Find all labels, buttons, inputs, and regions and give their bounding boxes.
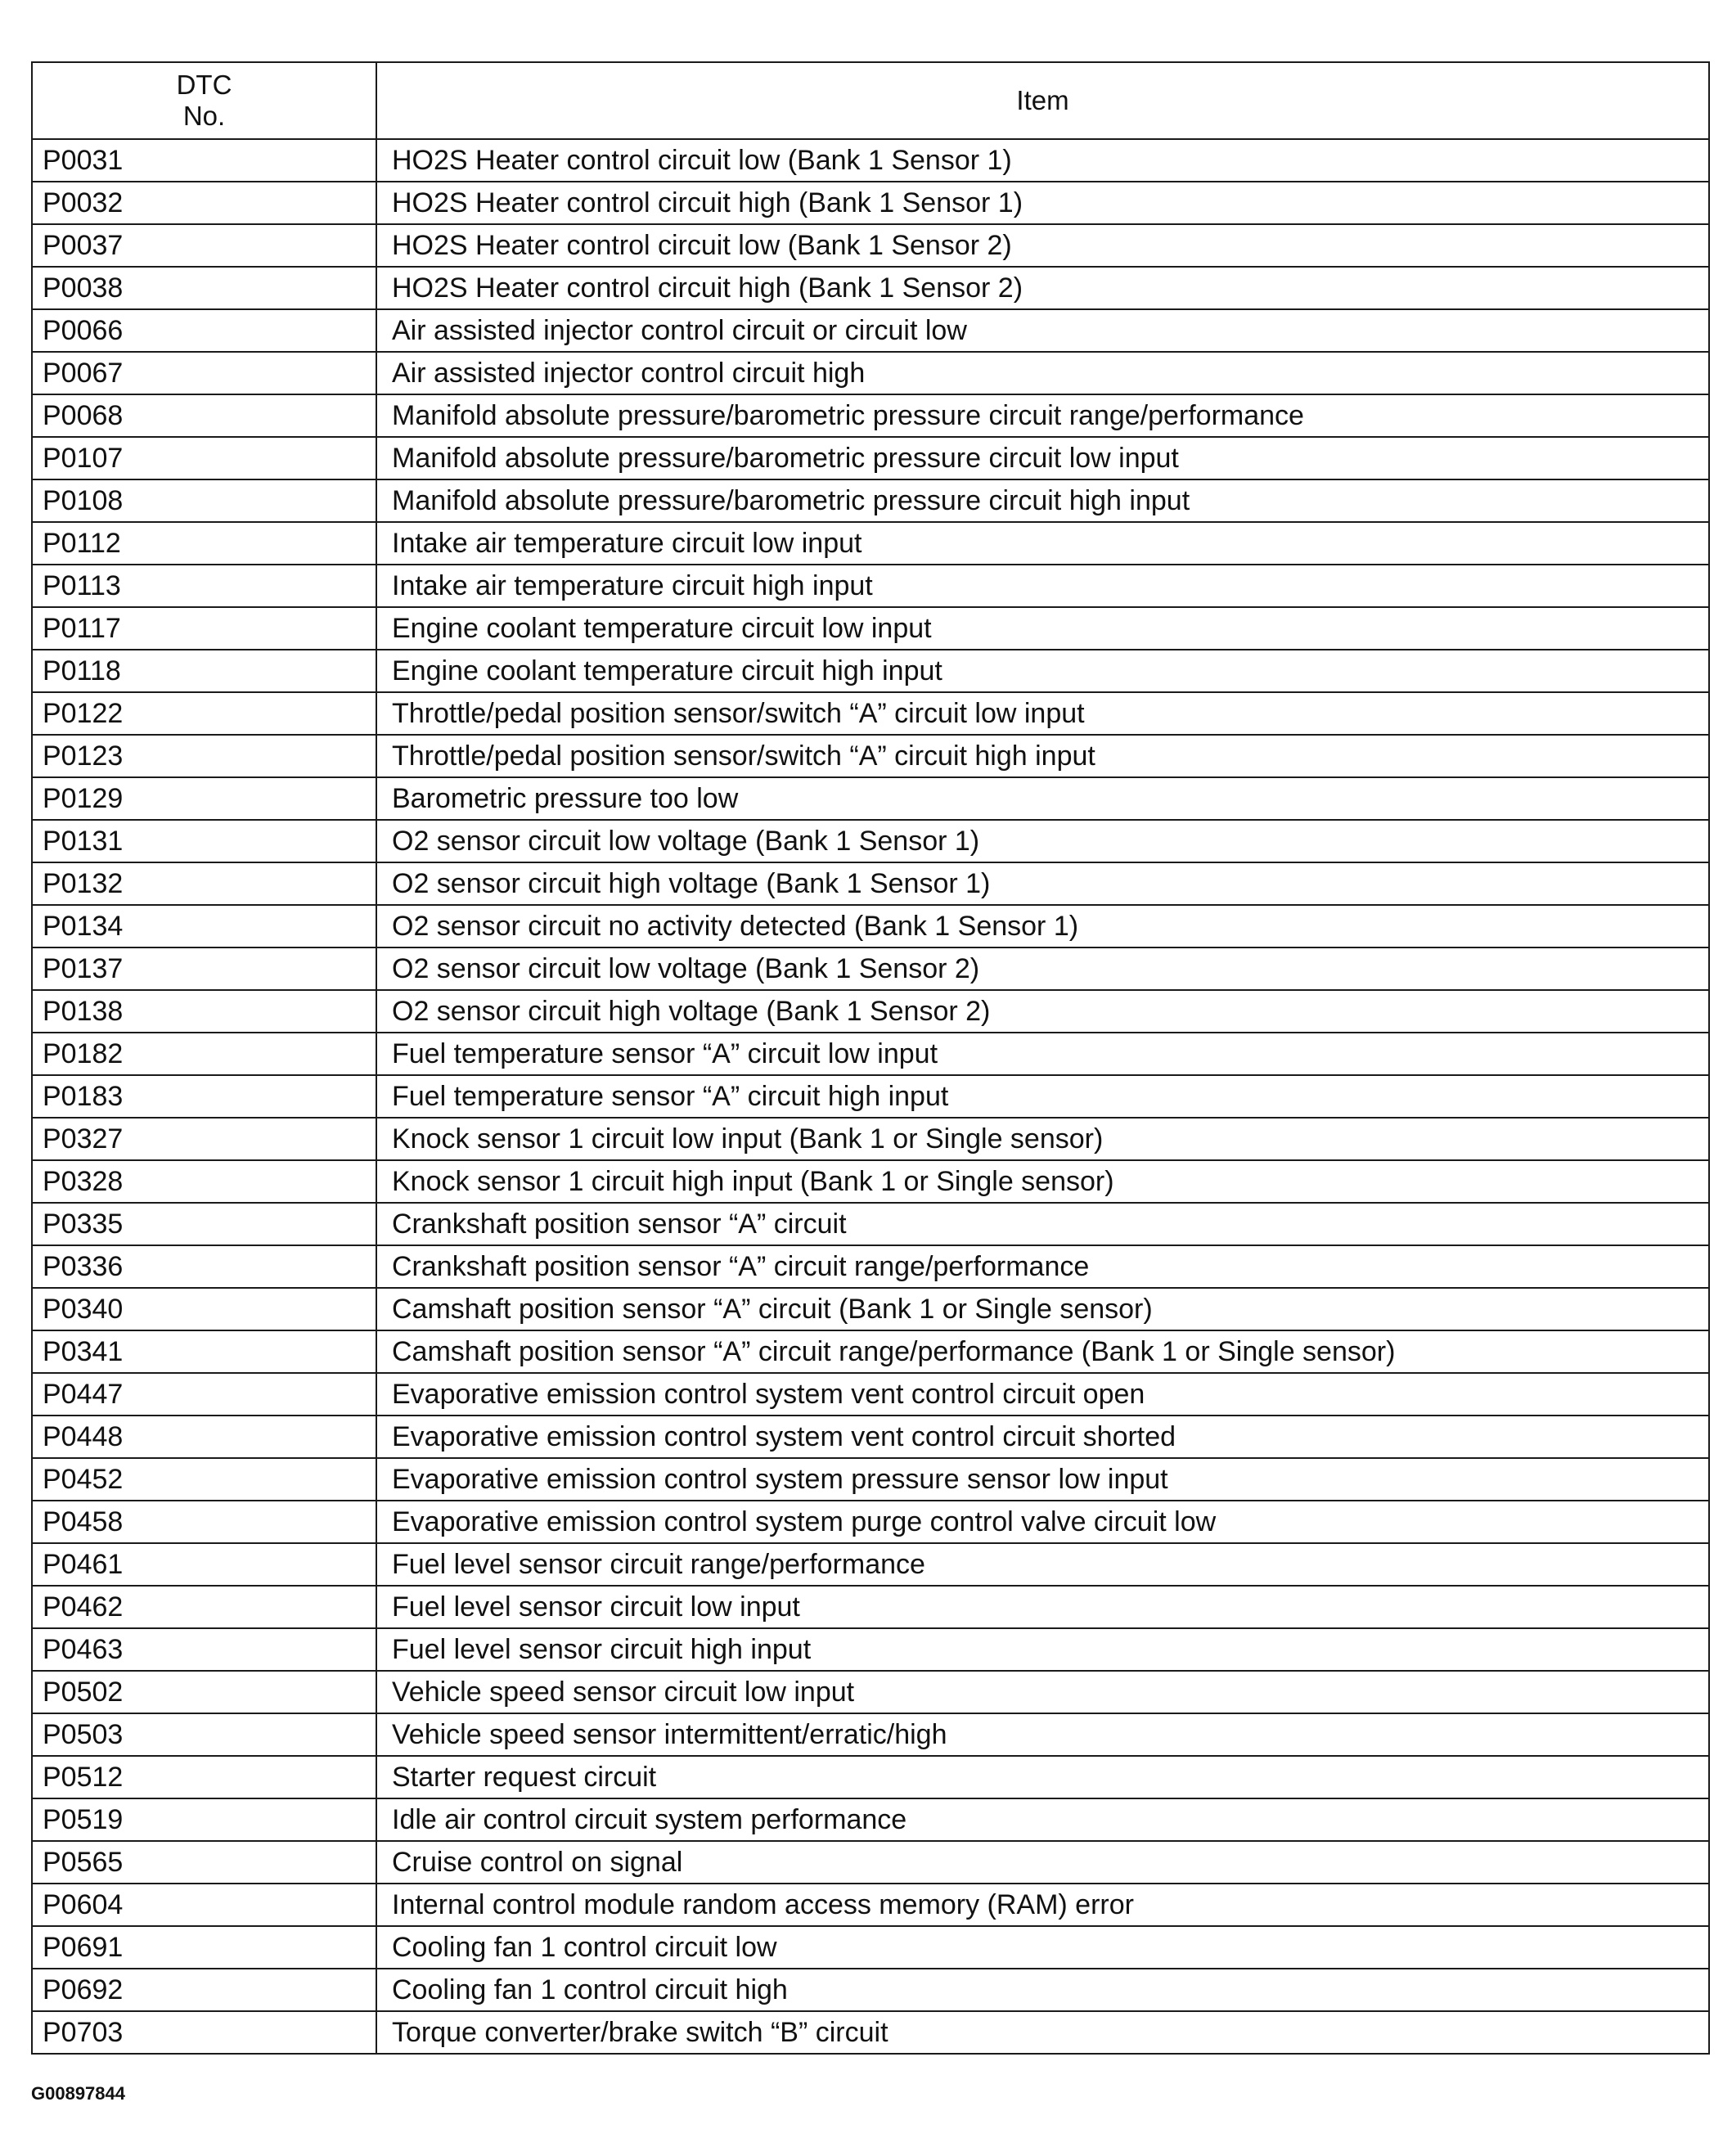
table-row — [32, 1416, 1709, 1458]
header-item: Item — [376, 62, 1709, 139]
dtc-code-cell: P0463 — [32, 1628, 376, 1671]
dtc-item-cell: Intake air temperature circuit high input — [376, 565, 1709, 607]
dtc-code-cell: P0032 — [32, 182, 376, 224]
dtc-code-cell: P0037 — [32, 224, 376, 267]
dtc-code-cell: P0328 — [32, 1160, 376, 1203]
dtc-item-cell: Vehicle speed sensor circuit low input — [376, 1671, 1709, 1713]
dtc-item-cell: O2 sensor circuit high voltage (Bank 1 Sensor 1) — [376, 862, 1709, 905]
dtc-item-cell: Evaporative emission control system vent control circuit shorted — [376, 1416, 1709, 1458]
dtc-item-cell: Evaporative emission control system purge control valve circuit low — [376, 1501, 1709, 1543]
dtc-code-cell: P0132 — [32, 862, 376, 905]
dtc-item-cell: Fuel temperature sensor “A” circuit high input — [376, 1075, 1709, 1118]
dtc-item-cell: Engine coolant temperature circuit high input — [376, 650, 1709, 692]
dtc-code-cell: P0031 — [32, 139, 376, 182]
table-row — [32, 1203, 1709, 1245]
dtc-item-cell: O2 sensor circuit no activity detected (Bank 1 Sensor 1) — [376, 905, 1709, 947]
table-row — [32, 437, 1709, 479]
dtc-code-cell: P0066 — [32, 309, 376, 352]
dtc-code-cell: P0447 — [32, 1373, 376, 1416]
dtc-code-cell: P0336 — [32, 1245, 376, 1288]
dtc-item-cell: Idle air control circuit system performance — [376, 1798, 1709, 1841]
table-row — [32, 820, 1709, 862]
header-dtc-no — [32, 62, 376, 139]
table-row — [32, 1288, 1709, 1330]
dtc-code-cell: P0692 — [32, 1969, 376, 2011]
dtc-item-cell: Fuel temperature sensor “A” circuit low input — [376, 1033, 1709, 1075]
table-row — [32, 990, 1709, 1033]
dtc-code-cell: P0502 — [32, 1671, 376, 1713]
dtc-code-cell: P0117 — [32, 607, 376, 650]
dtc-item-cell: Throttle/pedal position sensor/switch “A” circuit high input — [376, 735, 1709, 777]
dtc-code-cell: P0512 — [32, 1756, 376, 1798]
table-row — [32, 1373, 1709, 1416]
dtc-code-cell: P0448 — [32, 1416, 376, 1458]
table-row — [32, 182, 1709, 224]
dtc-item-cell: Camshaft position sensor “A” circuit range/performance (Bank 1 or Single sensor) — [376, 1330, 1709, 1373]
dtc-item-cell: Starter request circuit — [376, 1756, 1709, 1798]
dtc-item-cell: Air assisted injector control circuit high — [376, 352, 1709, 394]
dtc-item-cell: Crankshaft position sensor “A” circuit — [376, 1203, 1709, 1245]
table-row — [32, 1245, 1709, 1288]
dtc-code-cell: P0519 — [32, 1798, 376, 1841]
dtc-item-cell: Throttle/pedal position sensor/switch “A” circuit low input — [376, 692, 1709, 735]
dtc-table-body — [32, 139, 1709, 2054]
table-row — [32, 1586, 1709, 1628]
dtc-item-cell: HO2S Heater control circuit low (Bank 1 Sensor 1) — [376, 139, 1709, 182]
dtc-item-cell: Cruise control on signal — [376, 1841, 1709, 1884]
dtc-code-cell: P0182 — [32, 1033, 376, 1075]
table-row — [32, 1884, 1709, 1926]
dtc-code-cell: P0565 — [32, 1841, 376, 1884]
table-row — [32, 1798, 1709, 1841]
dtc-code-cell: P0112 — [32, 522, 376, 565]
table-row — [32, 1033, 1709, 1075]
dtc-code-cell: P0122 — [32, 692, 376, 735]
header-dtc-line1: DTC — [176, 70, 232, 100]
dtc-code-cell: P0107 — [32, 437, 376, 479]
dtc-code-cell: P0462 — [32, 1586, 376, 1628]
table-row — [32, 607, 1709, 650]
table-row — [32, 565, 1709, 607]
dtc-code-cell: P0340 — [32, 1288, 376, 1330]
table-row — [32, 352, 1709, 394]
table-row — [32, 1969, 1709, 2011]
table-row — [32, 1160, 1709, 1203]
dtc-code-cell: P0131 — [32, 820, 376, 862]
dtc-code-cell: P0038 — [32, 267, 376, 309]
table-row — [32, 1628, 1709, 1671]
dtc-code-cell: P0123 — [32, 735, 376, 777]
dtc-code-cell: P0134 — [32, 905, 376, 947]
table-row — [32, 479, 1709, 522]
table-row — [32, 267, 1709, 309]
dtc-item-cell: Fuel level sensor circuit high input — [376, 1628, 1709, 1671]
header-dtc-line2: No. — [182, 101, 226, 131]
table-row — [32, 777, 1709, 820]
dtc-item-cell: Barometric pressure too low — [376, 777, 1709, 820]
dtc-code-cell: P0341 — [32, 1330, 376, 1373]
table-row — [32, 1501, 1709, 1543]
dtc-item-cell: HO2S Heater control circuit high (Bank 1 Sensor 1) — [376, 182, 1709, 224]
table-row — [32, 139, 1709, 182]
table-row — [32, 1543, 1709, 1586]
table-row — [32, 394, 1709, 437]
table-row — [32, 735, 1709, 777]
dtc-item-cell: Engine coolant temperature circuit low input — [376, 607, 1709, 650]
table-row — [32, 905, 1709, 947]
dtc-item-cell: Air assisted injector control circuit or circuit low — [376, 309, 1709, 352]
dtc-item-cell: Internal control module random access memory (RAM) error — [376, 1884, 1709, 1926]
dtc-item-cell: Torque converter/brake switch “B” circuit — [376, 2011, 1709, 2054]
figure-id: G00897844 — [31, 2083, 125, 2104]
dtc-item-cell: Crankshaft position sensor “A” circuit range/performance — [376, 1245, 1709, 1288]
dtc-item-cell: HO2S Heater control circuit low (Bank 1 Sensor 2) — [376, 224, 1709, 267]
dtc-item-cell: Camshaft position sensor “A” circuit (Bank 1 or Single sensor) — [376, 1288, 1709, 1330]
dtc-code-cell: P0183 — [32, 1075, 376, 1118]
dtc-code-cell: P0604 — [32, 1884, 376, 1926]
dtc-item-cell: HO2S Heater control circuit high (Bank 1 Sensor 2) — [376, 267, 1709, 309]
dtc-code-cell: P0129 — [32, 777, 376, 820]
dtc-code-cell: P0068 — [32, 394, 376, 437]
dtc-code-cell: P0108 — [32, 479, 376, 522]
table-row — [32, 224, 1709, 267]
table-row — [32, 1458, 1709, 1501]
dtc-code-cell: P0113 — [32, 565, 376, 607]
dtc-code-cell: P0461 — [32, 1543, 376, 1586]
table-row — [32, 1841, 1709, 1884]
dtc-table-container — [31, 61, 1708, 2055]
dtc-item-cell: Cooling fan 1 control circuit high — [376, 1969, 1709, 2011]
dtc-code-cell: P0137 — [32, 947, 376, 990]
dtc-item-cell: Fuel level sensor circuit low input — [376, 1586, 1709, 1628]
table-row — [32, 862, 1709, 905]
table-row — [32, 650, 1709, 692]
dtc-code-cell: P0503 — [32, 1713, 376, 1756]
dtc-item-cell: Manifold absolute pressure/barometric pressure circuit high input — [376, 479, 1709, 522]
table-row — [32, 947, 1709, 990]
table-header-row — [32, 62, 1709, 139]
dtc-item-cell: Evaporative emission control system vent control circuit open — [376, 1373, 1709, 1416]
table-row — [32, 1075, 1709, 1118]
dtc-code-cell: P0452 — [32, 1458, 376, 1501]
dtc-item-cell: Vehicle speed sensor intermittent/erratic/high — [376, 1713, 1709, 1756]
dtc-item-cell: Knock sensor 1 circuit low input (Bank 1 or Single sensor) — [376, 1118, 1709, 1160]
table-row — [32, 1756, 1709, 1798]
table-row — [32, 1330, 1709, 1373]
dtc-code-cell: P0335 — [32, 1203, 376, 1245]
dtc-code-cell: P0691 — [32, 1926, 376, 1969]
dtc-item-cell: O2 sensor circuit high voltage (Bank 1 Sensor 2) — [376, 990, 1709, 1033]
table-row — [32, 1118, 1709, 1160]
table-row — [32, 1713, 1709, 1756]
dtc-code-cell: P0118 — [32, 650, 376, 692]
dtc-item-cell: Manifold absolute pressure/barometric pressure circuit low input — [376, 437, 1709, 479]
dtc-code-cell: P0067 — [32, 352, 376, 394]
dtc-item-cell: O2 sensor circuit low voltage (Bank 1 Sensor 2) — [376, 947, 1709, 990]
table-row — [32, 1671, 1709, 1713]
table-row — [32, 692, 1709, 735]
dtc-code-cell: P0327 — [32, 1118, 376, 1160]
dtc-item-cell: Intake air temperature circuit low input — [376, 522, 1709, 565]
dtc-item-cell: Evaporative emission control system pressure sensor low input — [376, 1458, 1709, 1501]
table-row — [32, 1926, 1709, 1969]
dtc-code-cell: P0458 — [32, 1501, 376, 1543]
dtc-code-cell: P0703 — [32, 2011, 376, 2054]
table-row — [32, 522, 1709, 565]
dtc-item-cell: Manifold absolute pressure/barometric pressure circuit range/performance — [376, 394, 1709, 437]
dtc-table — [31, 61, 1710, 2055]
dtc-item-cell: Knock sensor 1 circuit high input (Bank 1 or Single sensor) — [376, 1160, 1709, 1203]
table-row — [32, 2011, 1709, 2054]
table-row — [32, 309, 1709, 352]
dtc-item-cell: Cooling fan 1 control circuit low — [376, 1926, 1709, 1969]
dtc-item-cell: O2 sensor circuit low voltage (Bank 1 Sensor 1) — [376, 820, 1709, 862]
dtc-code-cell: P0138 — [32, 990, 376, 1033]
dtc-item-cell: Fuel level sensor circuit range/performance — [376, 1543, 1709, 1586]
